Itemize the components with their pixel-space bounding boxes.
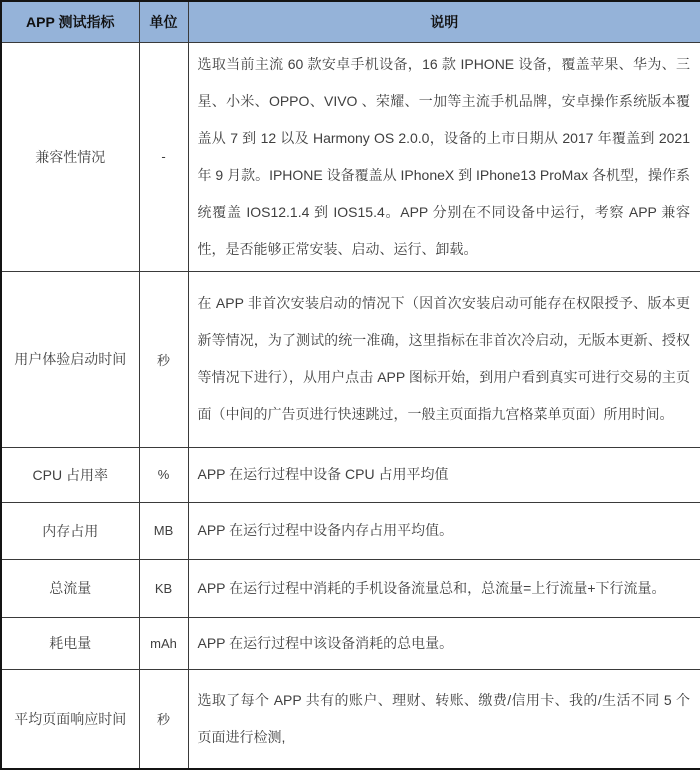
indicator-cell: 平均页面响应时间 [1,669,139,769]
unit-cell: - [139,42,188,271]
table-row-total-traffic [1,559,700,617]
unit-cell: 秒 [139,669,188,769]
unit-cell: MB [139,502,188,559]
description-cell: APP 在运行过程中设备 CPU 占用平均值 [188,447,700,502]
table-row-power-consumption [1,617,700,669]
unit-cell: 秒 [139,271,188,447]
header-cell-description: 说明 [188,1,700,42]
unit-cell: mAh [139,617,188,669]
indicator-cell: CPU 占用率 [1,447,139,502]
indicator-cell: 总流量 [1,559,139,617]
indicator-cell: 用户体验启动时间 [1,271,139,447]
table-row-compatibility [1,42,700,271]
table-row-memory-usage [1,502,700,559]
description-cell: APP 在运行过程中该设备消耗的总电量。 [188,617,700,669]
table-row-cpu-usage [1,447,700,502]
header-row [1,1,700,42]
indicator-cell: 内存占用 [1,502,139,559]
description-cell: APP 在运行过程中设备内存占用平均值。 [188,502,700,559]
header-cell-indicator: APP 测试指标 [1,1,139,42]
table-row-startup-time [1,271,700,447]
unit-cell: KB [139,559,188,617]
unit-cell: % [139,447,188,502]
table-row-page-response-time [1,669,700,769]
description-cell: 在 APP 非首次安装启动的情况下（因首次安装启动可能存在权限授予、版本更新等情况，为了测试的统一准确，这里指标在非首次冷启动，无版本更新、授权等情况下进行），从用户点击 APP 图标开始，到用户看到真实可进行交易的主页面（中间的广告页进行快速跳过，一般主页面指九宫格菜单页面）所用时间。 [188,271,700,447]
header-cell-unit: 单位 [139,1,188,42]
description-cell: 选取当前主流 60 款安卓手机设备，16 款 IPHONE 设备，覆盖苹果、华为、三星、小米、OPPO、VIVO 、荣耀、一加等主流手机品牌，安卓操作系统版本覆盖从 7 到 12 以及 Harmony OS 2.0.0，设备的上市日期从 2017 年覆盖到 2021 年 9 月款。IPHONE 设备覆盖从 IPhoneX 到 IPhone13 ProMax 各机型，操作系统覆盖 IOS12.1.4 到 IOS15.4。APP 分别在不同设备中运行，考察 APP 兼容性，是否能够正常安装、启动、运行、卸载。 [188,42,700,271]
description-cell: APP 在运行过程中消耗的手机设备流量总和，总流量=上行流量+下行流量。 [188,559,700,617]
indicator-cell: 兼容性情况 [1,42,139,271]
indicator-cell: 耗电量 [1,617,139,669]
description-cell: 选取了每个 APP 共有的账户、理财、转账、缴费/信用卡、我的/生活不同 5 个页面进行检测, [188,669,700,769]
